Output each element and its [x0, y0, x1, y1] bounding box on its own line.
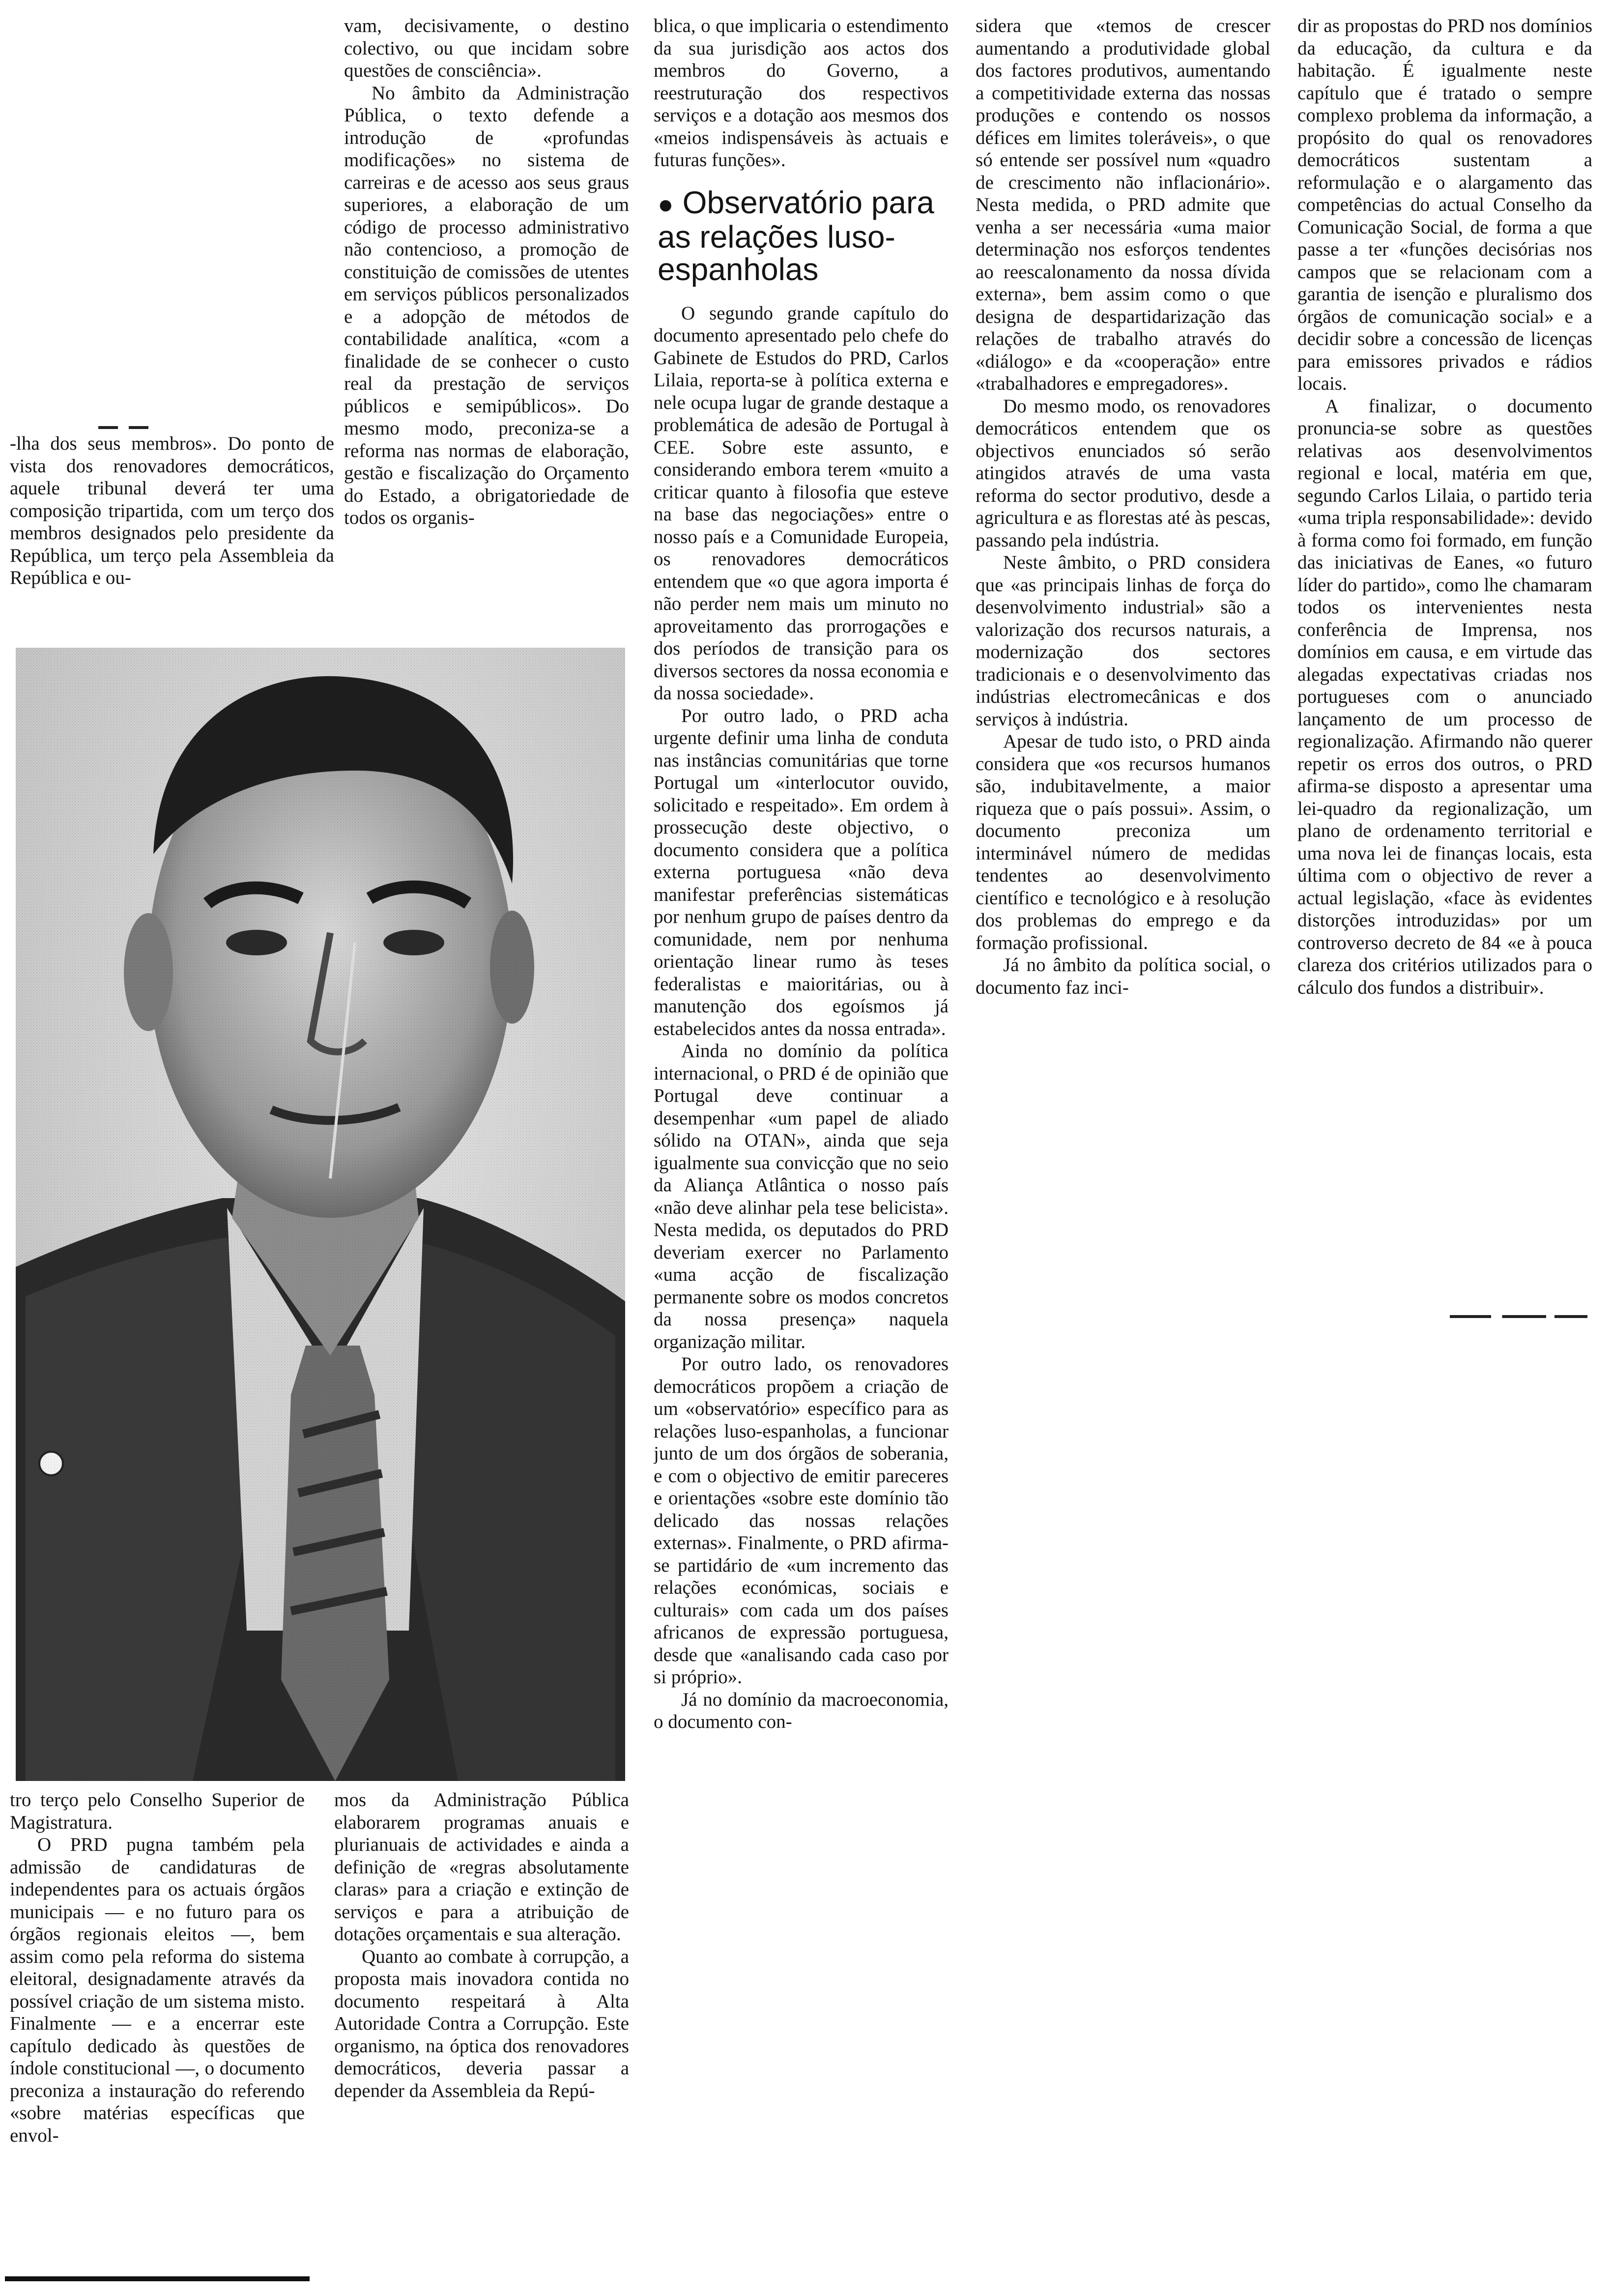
paragraph: dir as propostas do PRD nos domínios da educação, da cultura e da habitação. É igualmente neste capítulo que é tratado o sempre complexo problema da informação, a propósito do qual os renovadores democráticos sustentam a reformulação e o alargamento das competências do actual Conselho da Comunicação Social, de forma a que passe a ter «funções decisórias nos campos que se relacionam com a garantia de isenção e pluralismo dos órgãos de comunicação social» e a decidir sobre a concessão de licenças para emissores privados e rádios locais. — [1297, 15, 1592, 394]
paragraph: Ainda no domínio da política internacional, o PRD é de opinião que Portugal deve continuar a desempenhar «um papel de aliado sólido na OTAN», ainda que seja igualmente sua convicção que no seio da Aliança Atlântica o nosso país «não deve alinhar pela tese belicista». Nesta medida, os deputados do PRD deveriam exercer no Parlamento «uma acção de fiscalização permanente sobre os modos concretos da nossa presença» naquela organização militar. — [654, 1040, 949, 1352]
paragraph: O PRD pugna também pela admissão de candidaturas de independentes para os actuais órgãos municipais — e no futuro para os órgãos regionais eleitos —, bem assim como pela reforma do sistema eleitoral, designadamente através da possível criação de um sistema misto. Finalmente — e a encerrar este capítulo dedicado às questões de índole constitucional —, o documento preconiza a instauração do referendo «sobre matérias específicas que envol- — [10, 1834, 305, 2146]
paragraph: Apesar de tudo isto, o PRD ainda considera que «os recursos humanos são, indubitavelmente, a maior riqueza que o país possui». Assim, o documento preconiza um interminável número de medidas tendentes ao desenvolvimento científico e tecnológico e à resolução dos problemas do emprego e da formação profissional. — [976, 731, 1270, 953]
paragraph: tro terço pelo Conselho Superior de Magistratura. — [10, 1789, 305, 1833]
portrait-photo — [16, 648, 625, 1781]
paragraph: vam, decisivamente, o destino colectivo, ou que incidam sobre questões de consciência». — [344, 15, 629, 81]
column-d — [976, 15, 1270, 1322]
paragraph: sidera que «temos de crescer aumentando a produtividade global dos factores produtivos, aumentando a competitividade externa das nossas produções e contendo os nossos défices em limites toleráveis», o que só entende ser possível num «quadro de crescimento não inflacionário». Nesta medida, o PRD admite que venha a ser necessária «uma maior determinação nos esforços tendentes ao reescalonamento da nossa dívida externa», bem assim como o que designa de despartidarização das relações de trabalho através do «diálogo» e da «cooperação» entre «trabalhadores e empregadores». — [976, 15, 1270, 394]
paragraph: No âmbito da Administração Pública, o texto defende a introdução de «profundas modificações» no sistema de carreiras e de acesso aos seus graus superiores, a elaboração de um código de processo administrativo não contencioso, a promoção de constituição de comissões de utentes em serviços públicos personalizados e a adopção de métodos de contabilidade analítica, «com a finalidade de se conhecer o custo real da prestação de serviços públicos e semipúblicos». Do mesmo modo, preconiza-se a reforma nas normas de elaboração, gestão e fiscalização do Orçamento do Estado, a obrigatoriedade de todos os organis- — [344, 82, 629, 528]
end-of-article-mark — [1450, 1315, 1587, 1318]
column-a-mid — [10, 432, 334, 649]
paragraph: Por outro lado, os renovadores democráticos propõem a criação de um «observatório» específico para as relações luso-espanholas, a funcionar junto de um dos órgãos de soberania, e com o objectivo de emitir pareceres e orientações «sobre este domínio tão delicado das nossas relações externas». Finalmente, o PRD afirma-se partidário de «um incremento das relações económicas, sociais e culturais» com cada um dos países africanos de expressão portuguesa, desde que «analisando cada caso por si próprio». — [654, 1353, 949, 1688]
column-b-top — [344, 15, 629, 654]
paragraph: Quanto ao combate à corrupção, a proposta mais inovadora contida no documento respeitará à Alta Autoridade Contra a Corrupção. Este organismo, na óptica dos renovadores democráticos, deveria passar a depender da Assembleia da Repú- — [334, 1946, 629, 2101]
column-b-bottom — [334, 1789, 629, 2275]
divider-dashes — [98, 423, 177, 427]
paragraph: -lha dos seus membros». Do ponto de vista dos renovadores democráticos, aquele tribunal deverá ter uma composição tripartida, com um terço dos membros designados pelo presidente da República, um terço pela Assembleia da República e ou- — [10, 433, 334, 588]
section-heading: ● Observatório para as relações luso-espanholas — [658, 184, 934, 287]
paragraph: Já no âmbito da política social, o documento faz inci- — [976, 954, 1270, 998]
paragraph: blica, o que implicaria o estendimento da sua jurisdição aos actos dos membros do Governo, a reestruturação dos respectivos serviços e a dotação aos mesmos dos «meios indispensáveis às actuais e futuras funções». — [654, 15, 949, 171]
column-a-bottom — [10, 1789, 305, 2275]
paragraph: Por outro lado, o PRD acha urgente definir uma linha de conduta nas instâncias comunitárias que torne Portugal um «interlocutor ouvido, solicitado e respeitado». Em ordem à prossecução deste objectivo, o documento considera que a política externa portuguesa «não deva manifestar preferências sistemáticas por nenhum grupo de países dentro da comunidade, nem por nenhuma orientação linear rumo às teses federalistas e maioritárias, ou à manutenção dos egoísmos já estabelecidos antes da nossa entrada». — [654, 705, 949, 1039]
paragraph: Do mesmo modo, os renovadores democráticos entendem que os objectivos enunciados só serão atingidos através de uma vasta reforma do sector produtivo, desde a agricultura e as florestas até às pescas, passando pela indústria. — [976, 395, 1270, 551]
paragraph: mos da Administração Pública elaborarem programas anuais e plurianuais de actividades e ainda a definição de «regras absolutamente claras» para a criação e extinção de serviços e para a atribuição de dotações orçamentais e sua alteração. — [334, 1789, 629, 1945]
column-c — [654, 15, 949, 2270]
bullet-icon: ● — [658, 189, 674, 219]
paragraph: O segundo grande capítulo do documento apresentado pelo chefe do Gabinete de Estudos do PRD, Carlos Lilaia, reporta-se à política externa e nele ocupa lugar de grande destaque a problemática de adesão de Portugal à CEE. Sobre este assunto, e considerando embora terem «muito a criticar quanto à filosofia que esteve na base das negociações» entre o nosso país e a Comunidade Europeia, os renovadores democráticos entendem que «o que agora importa é não perder nem mais um minuto no aproveitamento das prorrogações e dos períodos de transição para os diversos sectores da nossa economia e da nossa sociedade». — [654, 302, 949, 704]
bottom-rule — [5, 2276, 310, 2281]
paragraph: Neste âmbito, o PRD considera que «as principais linhas de força do desenvolvimento industrial» são a valorização dos recursos naturais, a modernização dos sectores tradicionais e o desenvolvimento das indústrias electromecânicas e dos serviços à indústria. — [976, 552, 1270, 730]
column-e — [1297, 15, 1592, 1312]
paragraph: A finalizar, o documento pronuncia-se sobre as questões relativas aos desenvolvimentos regional e local, matéria em que, segundo Carlos Lilaia, o partido teria «uma tripla responsabilidade»: devido à forma como foi formado, em função das iniciativas de Eanes, «o futuro líder do partido», como lhe chamaram todos os intervenientes nesta conferência de Imprensa, nos domínios em causa, e em virtude das alegadas expectativas criadas nos portugueses com o anunciado lançamento de um processo de regionalização. Afirmando não querer repetir os erros dos outros, o PRD afirma-se disposto a apresentar uma lei-quadro da regionalização, um plano de ordenamento territorial e uma nova lei de finanças locais, esta última com o objectivo de rever a actual legislação, «face às evidentes distorções introduzidas» por um controverso decreto de 84 «e à pouca clareza dos critérios utilizados para o cálculo dos fundos a distribuir». — [1297, 395, 1592, 998]
paragraph: Já no domínio da macroeconomia, o documento con- — [654, 1689, 949, 1732]
